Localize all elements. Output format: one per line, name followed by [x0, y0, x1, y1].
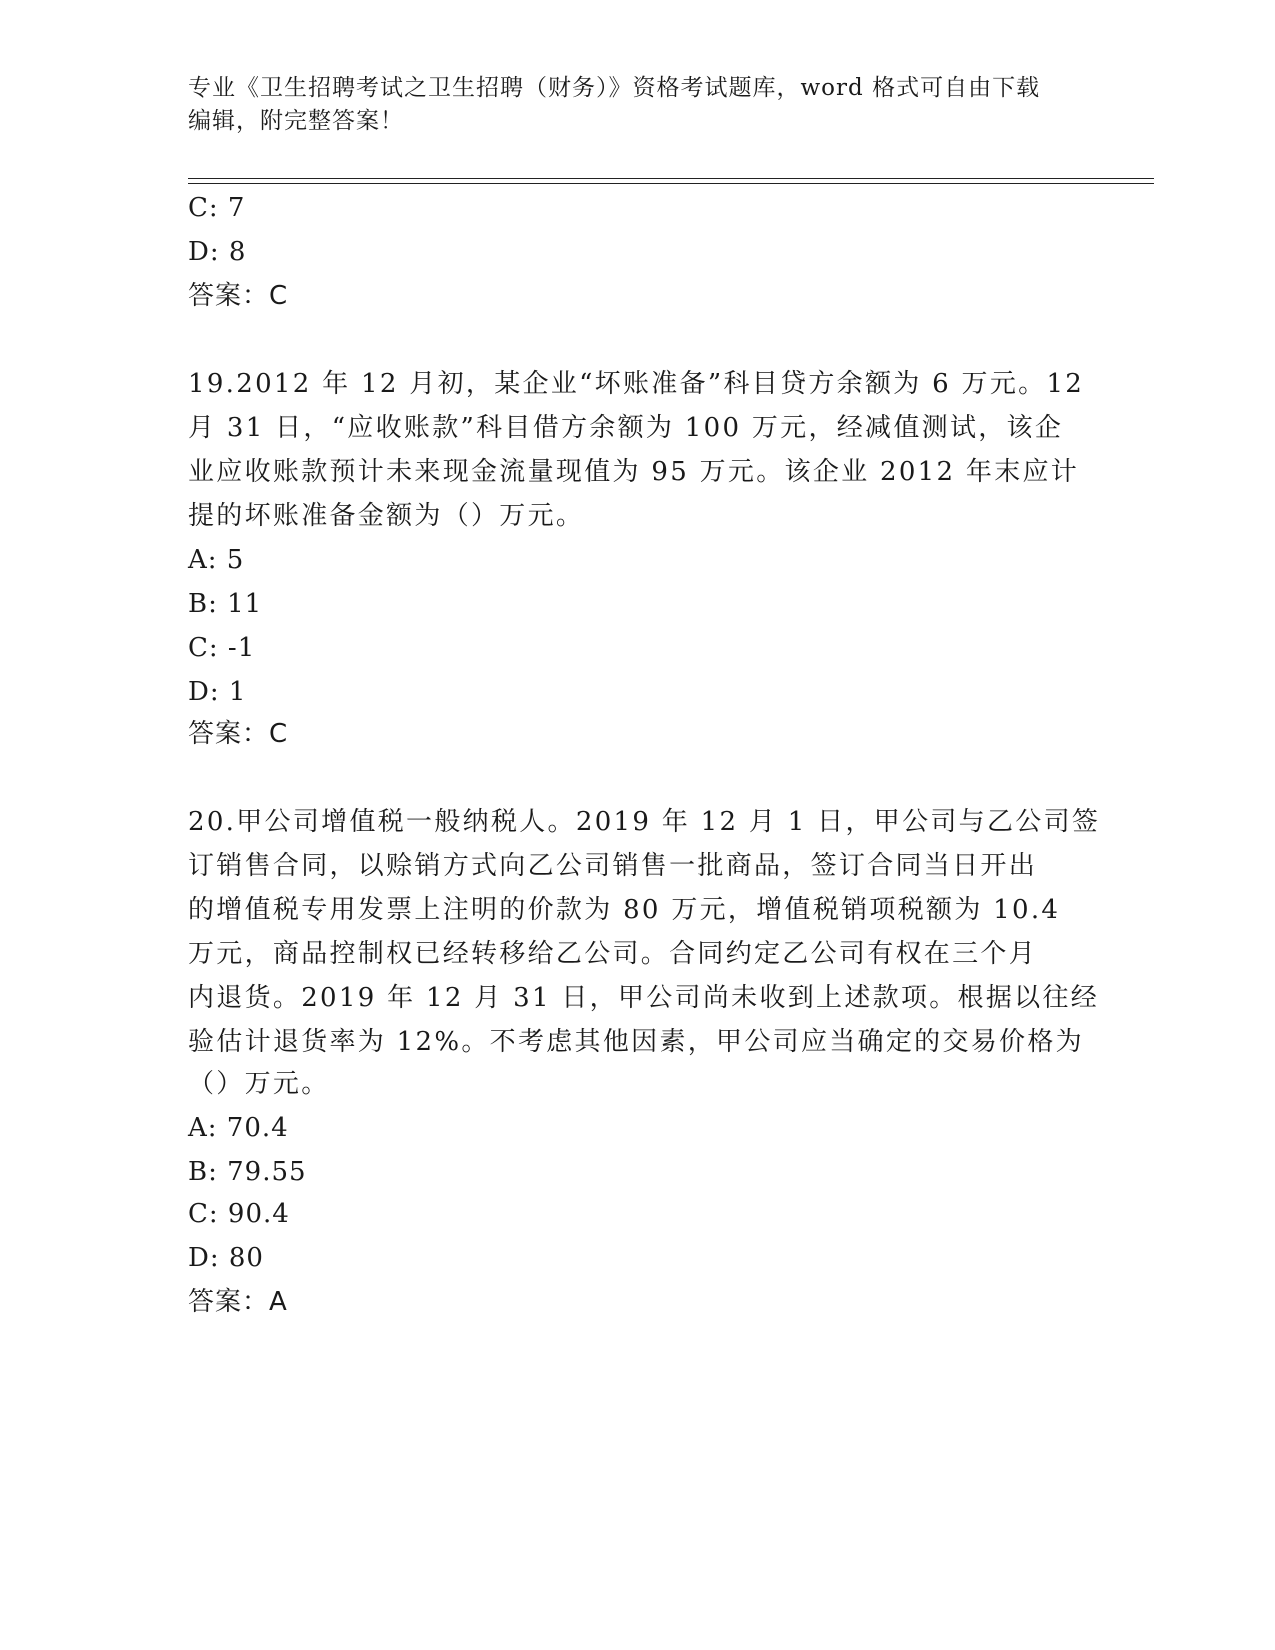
question-20-line-4: 万元，商品控制权已经转移给乙公司。合同约定乙公司有权在三个月: [188, 939, 1038, 969]
question-19-answer: 答案：C: [188, 719, 289, 749]
header-divider-bottom: [188, 183, 1154, 184]
question-20-line-6: 验估计退货率为 12%。不考虑其他因素，甲公司应当确定的交易价格为: [188, 1027, 1084, 1057]
question-19-option-b: B: 11: [188, 589, 263, 619]
question-19-option-d: D: 1: [188, 677, 247, 707]
header-line-1: 专业《卫生招聘考试之卫生招聘（财务）》资格考试题库，word 格式可自由下载: [188, 75, 1041, 101]
question-19-option-a: A: 5: [188, 545, 245, 575]
question-19-option-c: C: -1: [188, 633, 256, 663]
prev-option-c: C: 7: [188, 193, 246, 223]
document-header: [188, 72, 1088, 138]
question-20-option-c: C: 90.4: [188, 1199, 290, 1229]
prev-answer: 答案：C: [188, 281, 289, 311]
question-19-line-4: 提的坏账准备金额为（）万元。: [188, 501, 585, 531]
question-20-line-7: （）万元。: [188, 1069, 330, 1099]
question-20-option-d: D: 80: [188, 1243, 264, 1273]
question-19-line-1: 19.2012 年 12 月初，某企业“坏账准备”科目贷方余额为 6 万元。12: [188, 369, 1085, 399]
question-19-line-3: 业应收账款预计未来现金流量现值为 95 万元。该企业 2012 年末应计: [188, 457, 1080, 487]
question-20-option-b: B: 79.55: [188, 1157, 307, 1187]
question-20-line-3: 的增值税专用发票上注明的价款为 80 万元，增值税销项税额为 10.4: [188, 895, 1061, 925]
prev-option-d: D: 8: [188, 237, 247, 267]
question-20-line-1: 20.甲公司增值税一般纳税人。2019 年 12 月 1 日，甲公司与乙公司签: [188, 807, 1101, 837]
question-20-answer: 答案：A: [188, 1287, 288, 1317]
question-19-line-2: 月 31 日，“应收账款”科目借方余额为 100 万元，经减值测试，该企: [188, 413, 1064, 443]
header-line-2: 编辑，附完整答案！: [188, 108, 404, 134]
question-20-line-5: 内退货。2019 年 12 月 31 日，甲公司尚未收到上述款项。根据以往经: [188, 983, 1100, 1013]
question-20-line-2: 订销售合同，以赊销方式向乙公司销售一批商品，签订合同当日开出: [188, 851, 1038, 881]
question-20-option-a: A: 70.4: [188, 1113, 289, 1143]
header-divider-top: [188, 178, 1154, 179]
